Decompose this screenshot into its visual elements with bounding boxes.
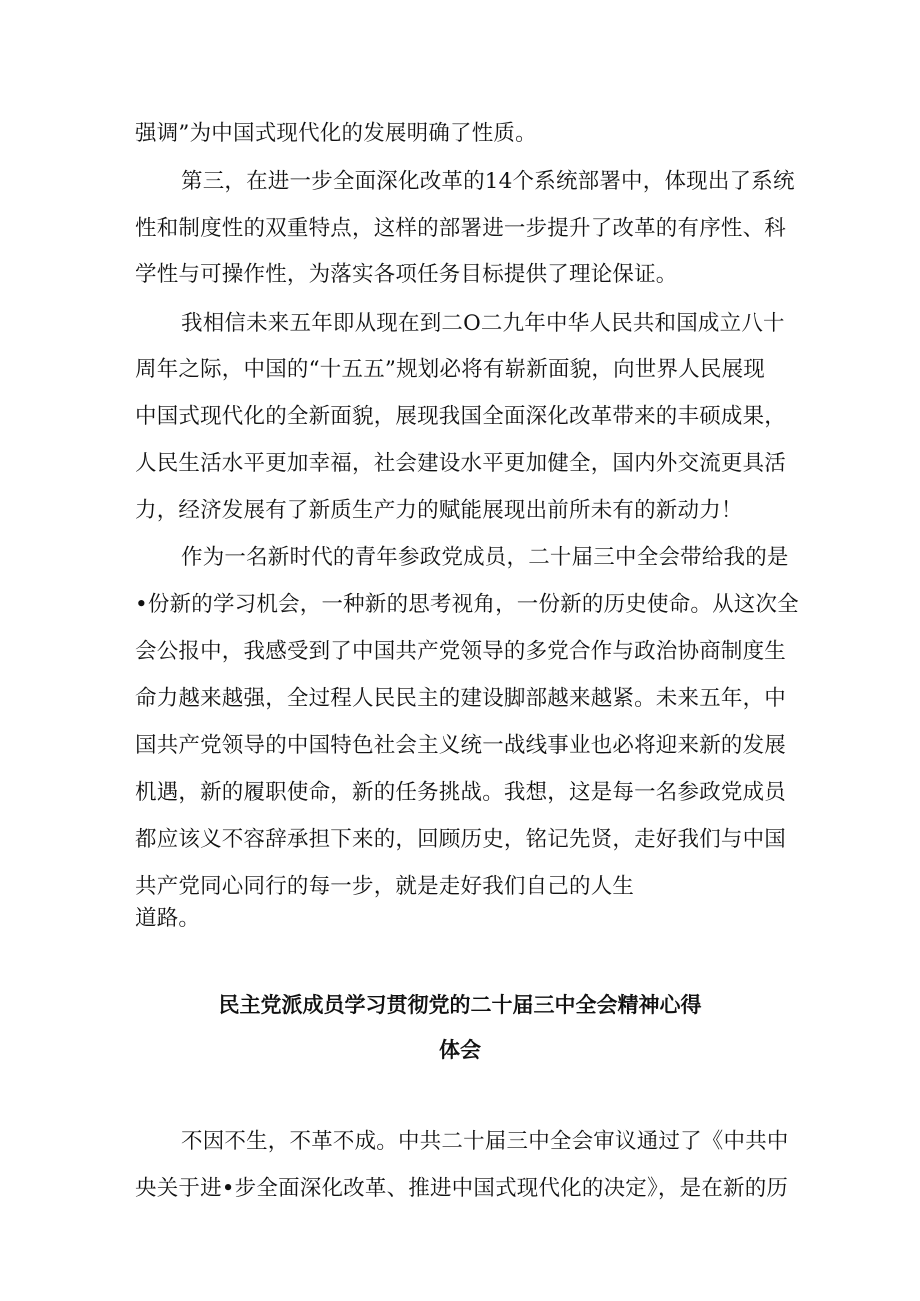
- paragraph-4-line-9: 道路。: [135, 906, 201, 931]
- paragraph-3-line-2: 周年之际，中国的“十五五”规划必将有崭新面貌，向世界人民展现: [135, 357, 765, 382]
- paragraph-4-line-1: 作为一名新时代的青年参政党成员，二十届三中全会带给我的是: [181, 545, 789, 570]
- paragraph-4-line-8: 共产党同心同行的每一步，就是走好我们自己的人生: [135, 874, 635, 899]
- paragraph-2-line-2: 性和制度性的双重特点，这样的部署进一步提升了改革的有序性、科: [135, 216, 787, 241]
- closing-paragraph-line-2: 央关于进•步全面深化改革、推进中国式现代化的决定》，是在新的历: [135, 1176, 789, 1201]
- paragraph-2-line-1: 第三，在进一步全面深化改革的14个系统部署中，体现出了系统: [181, 169, 795, 194]
- paragraph-3-line-5: 力，经济发展有了新质生产力的赋能展现出前所未有的新动力！: [135, 498, 743, 523]
- paragraph-2-line-3: 学性与可操作性，为落实各项任务目标提供了理论保证。: [135, 262, 678, 287]
- paragraph-3-line-3: 中国式现代化的全新面貌，展现我国全面深化改革带来的丰硕成果，: [135, 404, 787, 429]
- paragraph-3-line-4: 人民生活水平更加幸福，社会建设水平更加健全，国内外交流更具活: [135, 451, 787, 476]
- paragraph-4-line-7: 都应该义不容辞承担下来的，回顾历史，铭记先贤，走好我们与中国: [135, 827, 787, 852]
- paragraph-1-line-1: 强调”为中国式现代化的发展明确了性质。: [135, 121, 537, 146]
- paragraph-3-line-1: 我相信未来五年即从现在到二O二九年中华人民共和国成立八十: [181, 311, 785, 336]
- section-heading-line-2: 体会: [439, 1038, 481, 1062]
- closing-paragraph-line-1: 不因不生，不革不成。中共二十届三中全会审议通过了《中共中: [181, 1129, 789, 1154]
- section-heading-line-1: 民主党派成员学习贯彻党的二十届三中全会精神心得: [218, 993, 702, 1017]
- paragraph-4-line-2: •份新的学习机会，一种新的思考视角，一份新的历史使命。从这次全: [135, 592, 799, 617]
- paragraph-4-line-4: 命力越来越强，全过程人民民主的建设脚部越来越紧。未来五年，中: [135, 686, 787, 711]
- paragraph-4-line-3: 会公报中，我感受到了中国共产党领导的多党合作与政治协商制度生: [135, 639, 787, 664]
- paragraph-4-line-6: 机遇，新的履职使命，新的任务挑战。我想，这是每一名参政党成员: [135, 780, 787, 805]
- paragraph-4-line-5: 国共产党领导的中国特色社会主义统一战线事业也必将迎来新的发展: [135, 733, 787, 758]
